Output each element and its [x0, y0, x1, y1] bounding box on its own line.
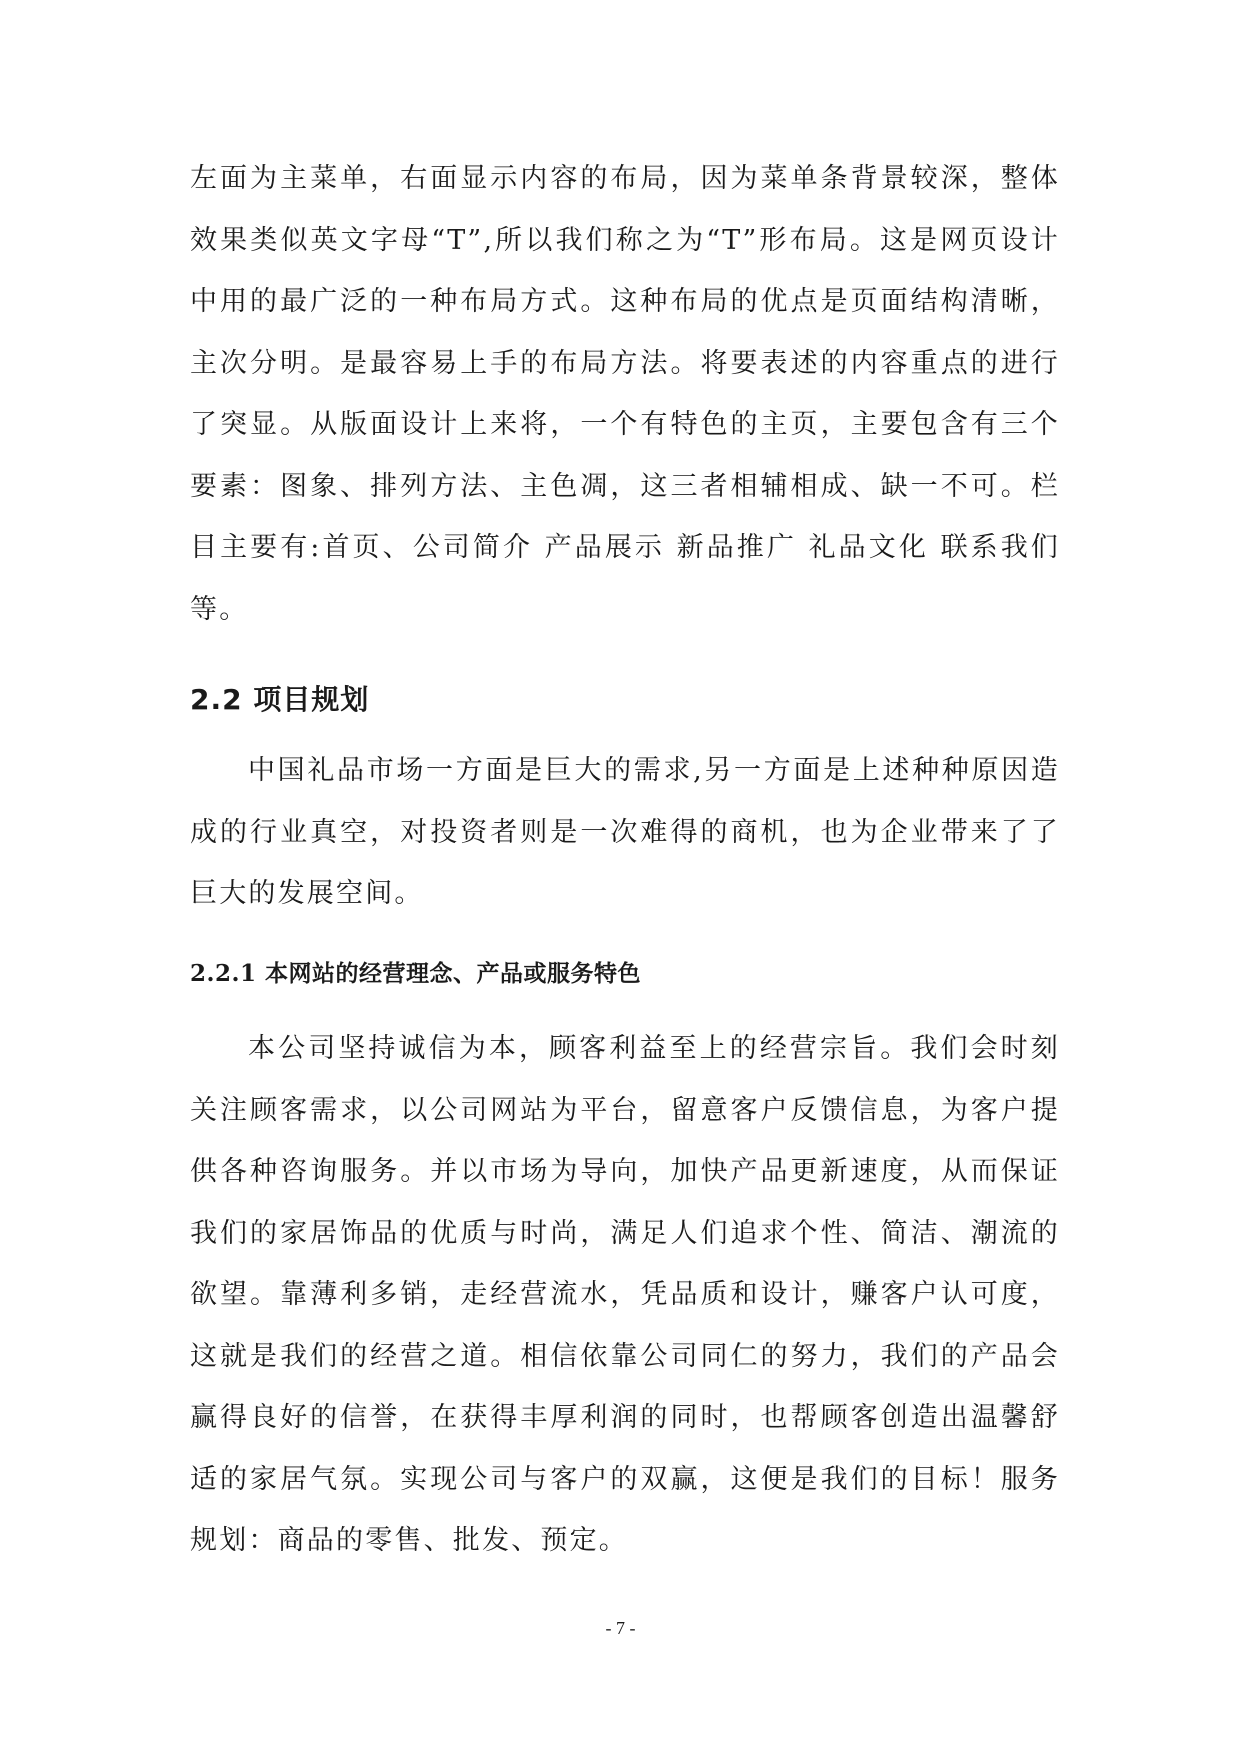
section-2-2-1-paragraph: 本公司坚持诚信为本，顾客利益至上的经营宗旨。我们会时刻关注顾客需求，以公司网站为平台，留意客户反馈信息，为客户提供各种咨询服务。并以市场为导向，加快产品更新速度，从而保证我们的家居饰品的优质与时尚，满足人们追求个性、简洁、潮流的欲望。靠薄利多销，走经营流水，凭品质和设计，赚客户认可度，这就是我们的经营之道。相信依靠公司同仁的努力，我们的产品会赢得良好的信誉，在获得丰厚利润的同时，也帮顾客创造出温馨舒适的家居气氛。实现公司与客户的双赢，这便是我们的目标！服务规划：商品的零售、批发、预定。 [190, 1033, 1060, 1556]
section-heading-2-2: 2.2 项目规划 [190, 683, 370, 716]
page-number: - 7 - [605, 1618, 636, 1638]
intro-paragraph: 左面为主菜单，右面显示内容的布局，因为菜单条背景较深，整体效果类似英文字母“T”,所以我们称之为“T”形布局。这是网页设计中用的最广泛的一种布局方式。这种布局的优点是页面结构清晰，主次分明。是最容易上手的布局方法。将要表述的内容重点的进行了突显。从版面设计上来将，一个有特色的主页，主要包含有三个要素：图象、排列方法、主色凋，这三者相辅相成、缺一不可。栏目主要有:首页、公司简介 产品展示 新品推广 礼品文化 联系我们等。 [190, 163, 1060, 625]
section-heading-2-2-1: 2.2.1 本网站的经营理念、产品或服务特色 [190, 960, 642, 987]
section-2-2-paragraph: 中国礼品市场一方面是巨大的需求,另一方面是上述种种原因造成的行业真空，对投资者则是一次难得的商机，也为企业带来了了巨大的发展空间。 [190, 755, 1060, 909]
